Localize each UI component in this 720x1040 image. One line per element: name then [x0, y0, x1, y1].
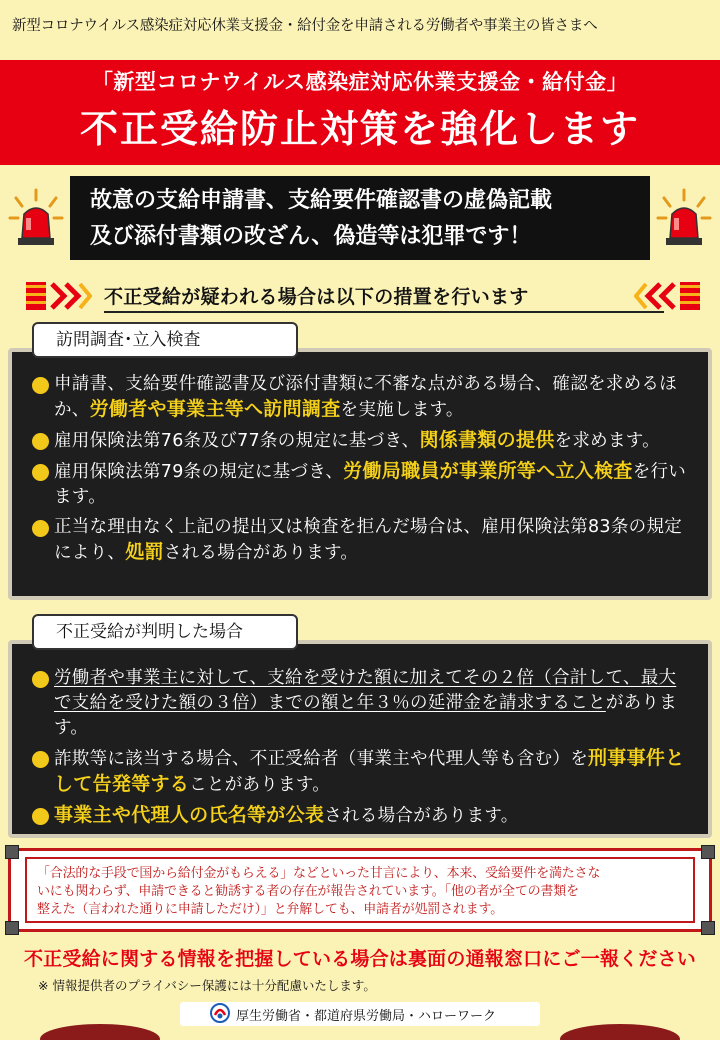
bullet-icon [32, 464, 49, 481]
page-title: 不正受給防止対策を強化します [79, 107, 640, 151]
banner-subtitle: 「新型コロナウイルス感染症対応休業支援金・給付金」 [91, 70, 629, 94]
chevrons-right-icon [26, 282, 92, 310]
crime-warning [70, 176, 650, 260]
bullet-icon [32, 377, 49, 394]
bullet-icon [32, 671, 49, 688]
crime-warning-line1: 故意の支給申請書、支給要件確認書の虚偽記載 [90, 188, 553, 213]
fraud-found-items [30, 666, 694, 834]
fraud-found-panel [8, 640, 712, 838]
scam-caution-box [8, 848, 712, 932]
siren-icon-left [8, 188, 64, 252]
bullet-icon [32, 751, 49, 768]
audience-line: 新型コロナウイルス感染症対応休業支援金・給付金を申請される労働者や事業主の皆さまへ [0, 0, 720, 60]
bullet-icon [32, 433, 49, 450]
corner-rivet-icon [5, 845, 19, 859]
list-item: 雇用保険法第79条の規定に基づき、労働局職員が事業所等へ立入検査を行います。 [30, 459, 694, 510]
mhlw-logo-icon [210, 1003, 230, 1023]
list-item: 雇用保険法第76条及び77条の規定に基づき、関係書類の提供を求めます。 [30, 428, 694, 454]
list-item: 正当な理由なく上記の提出又は検査を拒んだ場合は、雇用保険法第83条の規定により、処罰される場合があります。 [30, 515, 694, 566]
corner-rivet-icon [701, 921, 715, 935]
corner-rivet-icon [701, 845, 715, 859]
crime-warning-line2: 及び添付書類の改ざん、偽造等は犯罪です！ [90, 224, 532, 249]
inspection-panel [8, 348, 712, 600]
title-banner [0, 60, 720, 165]
chevrons-left-icon [634, 282, 700, 310]
bullet-icon [32, 808, 49, 825]
inspection-label: 訪問調査･立入検査 [32, 322, 298, 358]
measures-heading-text: 不正受給が疑われる場合は以下の措置を行います [104, 282, 664, 313]
measures-heading [20, 278, 700, 314]
fraud-found-label: 不正受給が判明した場合 [32, 614, 298, 650]
corner-rivet-icon [5, 921, 19, 935]
list-item: 申請書、支給要件確認書及び添付書類に不審な点がある場合、確認を求めるほか、労働者や事業主等へ訪問調査を実施します。 [30, 372, 694, 423]
list-item: 労働者や事業主に対して、支給を受けた額に加えてその２倍（合計して、最大で支給を受けた額の３倍）までの額と年３％の延滞金を請求することがあります。 [30, 666, 694, 741]
inspection-items [30, 372, 694, 571]
bullet-icon [32, 520, 49, 537]
report-call-to-action: 不正受給に関する情報を把握している場合は裏面の通報窓口にご一報ください [23, 948, 696, 970]
scam-caution-text: 「合法的な手段で国から給付金がもらえる」などといった甘言により、本来、受給要件を満たさな いにも関わらず、申請できると勧誘する者の存在が報告されています。「他の者が全ての書類を 整えた（言われた通りに申請しただけ）」と弁解しても、申請者が処罰されます。 [25, 857, 695, 923]
list-item: 事業主や代理人の氏名等が公表される場合があります。 [30, 803, 694, 829]
siren-icon-right [656, 188, 712, 252]
list-item: 詐欺等に該当する場合、不正受給者（事業主や代理人等も含む）を刑事事件として告発等することがあります。 [30, 746, 694, 798]
footer-text: 厚生労働省・都道府県労働局・ハローワーク [236, 1009, 497, 1024]
privacy-note: ※ 情報提供者のプライバシー保護には十分配慮いたします。 [38, 978, 376, 993]
